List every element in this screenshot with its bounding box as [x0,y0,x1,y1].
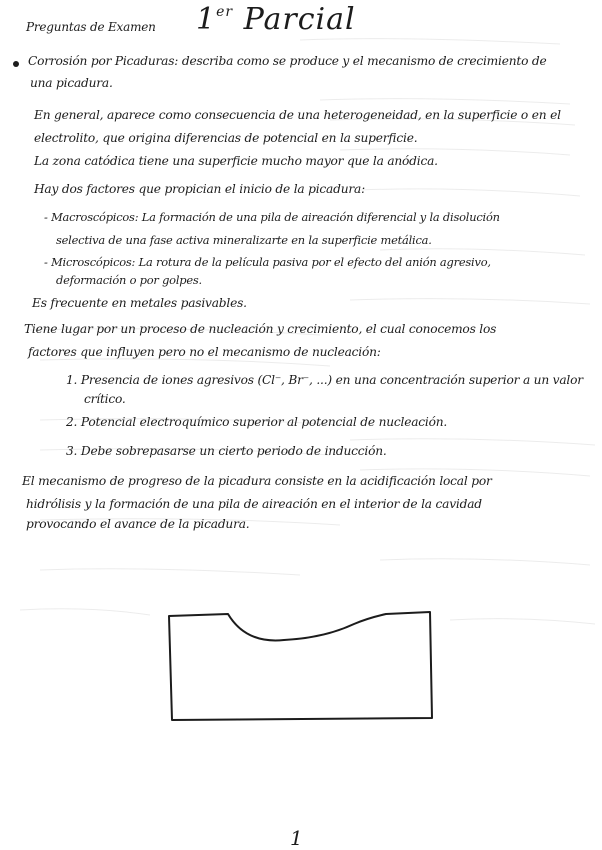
paragraph-line: En general, aparece como consecuencia de una heterogeneidad, en la superficie o en el [34,108,561,122]
numbered-item-1-line-2: crítico. [84,392,126,406]
factor-macro-line-1: - Macroscópicos: La formación de una pila de aireación diferencial y la disolución [44,210,500,224]
paragraph-line: Hay dos factores que propician el inicio de la picadura: [34,182,365,196]
factor-micro-line-1: - Microscópicos: La rotura de la película pasiva por el efecto del anión agresivo, [44,255,491,269]
mechanism-line-3: provocando el avance de la picadura. [26,517,250,531]
title-text: Parcial [243,2,356,37]
mechanism-line-2: hidrólisis y la formación de una pila de aireación en el interior de la cavidad [26,497,482,511]
passivable-line: Es frecuente en metales pasivables. [32,296,247,310]
factor-micro-line-2: deformación o por golpes. [56,273,202,287]
page-title [196,2,356,37]
nucleation-line-1: Tiene lugar por un proceso de nucleación y crecimiento, el cual conocemos los [24,322,497,336]
nucleation-line-2: factores que influyen pero no el mecanismo de nucleación: [28,345,381,359]
numbered-item-2: 2. Potencial electroquímico superior al potencial de nucleación. [66,415,448,429]
paragraph-line: La zona catódica tiene una superficie mucho mayor que la anódica. [34,154,438,168]
title-ordinal: 1 [196,2,217,37]
mechanism-line-1: El mecanismo de progreso de la picadura consiste en la acidificación local por [22,474,492,488]
title-ordinal-superscript: er [216,4,234,20]
question-line-2: una picadura. [30,76,113,90]
page-number: 1 [290,826,303,850]
header-label: Preguntas de Examen [26,20,156,34]
numbered-item-3: 3. Debe sobrepasarse un cierto periodo de inducción. [66,444,387,458]
factor-macro-line-2: selectiva de una fase activa mineralizarte en la superficie metálica. [56,233,432,247]
numbered-item-1-line-1: 1. Presencia de iones agresivos (Cl⁻, Br⁻, ...) en una concentración superior a un valor [66,373,583,387]
paragraph-line: electrolito, que origina diferencias de potencial en la superficie. [34,131,418,145]
question-line-1: Corrosión por Picaduras: describa como se produce y el mecanismo de crecimiento de [28,54,547,68]
bullet-dot [13,61,19,67]
pit-cross-section-drawing [164,604,436,722]
